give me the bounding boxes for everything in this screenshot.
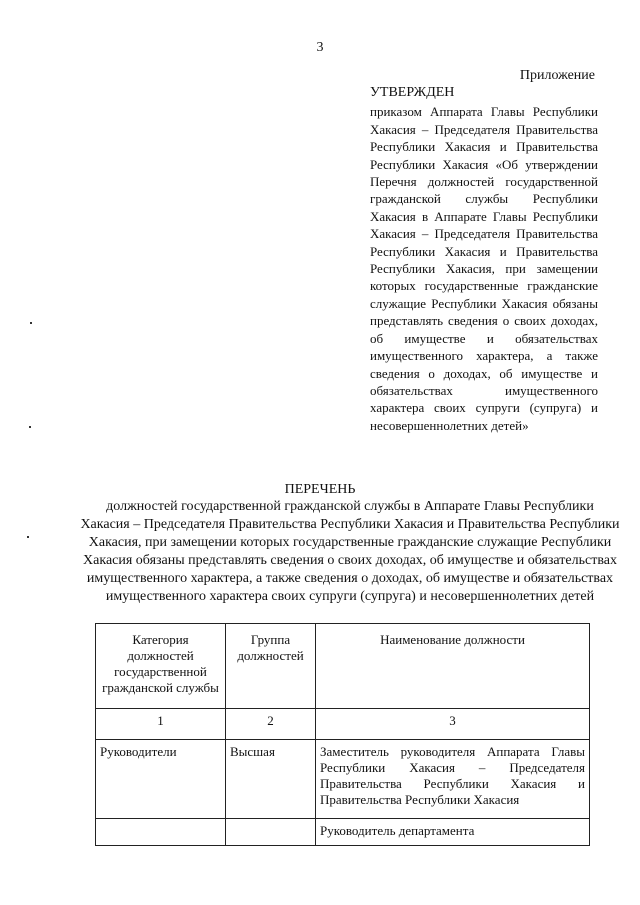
header-position: Наименование должности bbox=[316, 624, 590, 709]
column-number: 1 bbox=[96, 709, 226, 740]
table-row bbox=[96, 819, 590, 846]
column-number: 2 bbox=[226, 709, 316, 740]
appendix-label: Приложение bbox=[519, 68, 595, 83]
header-group: Группа должностей bbox=[226, 624, 316, 709]
table-column-numbers-row bbox=[96, 709, 590, 740]
page-number: 3 bbox=[316, 40, 324, 55]
margin-mark bbox=[30, 322, 32, 324]
category-cell bbox=[96, 819, 226, 846]
margin-mark bbox=[27, 536, 29, 538]
approval-block bbox=[370, 84, 598, 434]
group-cell: Высшая bbox=[226, 740, 316, 819]
group-cell bbox=[226, 819, 316, 846]
list-title: должностей государственной гражданской службы в Аппарате Главы Республики Хакасия – Председателя Правительства Республики Хакасия и Правительства Республики Хакасия, при замещении которых государственные гражданские служащие Республики Хакасия обязаны представлять сведения о своих доходах, об имуществе и обязательствах имущественного характера, а также сведения о доходах, об имуществе и обязательствах имущественного характера своих супруги (супруга) и несовершеннолетних детей bbox=[80, 499, 620, 604]
table-header-row bbox=[96, 624, 590, 709]
header-category: Категория должностей государственной гражданской службы bbox=[96, 624, 226, 709]
table-row bbox=[96, 740, 590, 819]
category-cell: Руководители bbox=[96, 740, 226, 819]
column-number: 3 bbox=[316, 709, 590, 740]
approval-text: приказом Аппарата Главы Республики Хакасия – Председателя Правительства Республики Хакасия и Правительства Республики Хакасия «Об утверждении Перечня должностей государственной гражданской службы Республики Хакасия в Аппарате Главы Республики Хакасия – Председателя Правительства Республики Хакасия и Правительства Республики Хакасия, при замещении которых государственные гражданские служащие Республики Хакасия обязаны представлять сведения о своих доходах, об имуществе и обязательствах имущественного характера, а также сведения о доходах, об имуществе и обязательствах имущественного характера своих супруги (супруга) и несовершеннолетних детей» bbox=[370, 104, 598, 433]
positions-table bbox=[95, 623, 590, 846]
list-heading: ПЕРЕЧЕНЬ bbox=[284, 482, 356, 497]
position-cell: Заместитель руководителя Аппарата Главы Республики Хакасия – Председателя Правительства Республики Хакасия и Правительства Республики Хакасия bbox=[316, 740, 590, 819]
margin-mark bbox=[29, 426, 31, 428]
approval-title: УТВЕРЖДЕН bbox=[370, 85, 455, 100]
position-cell: Руководитель департамента bbox=[316, 819, 590, 846]
